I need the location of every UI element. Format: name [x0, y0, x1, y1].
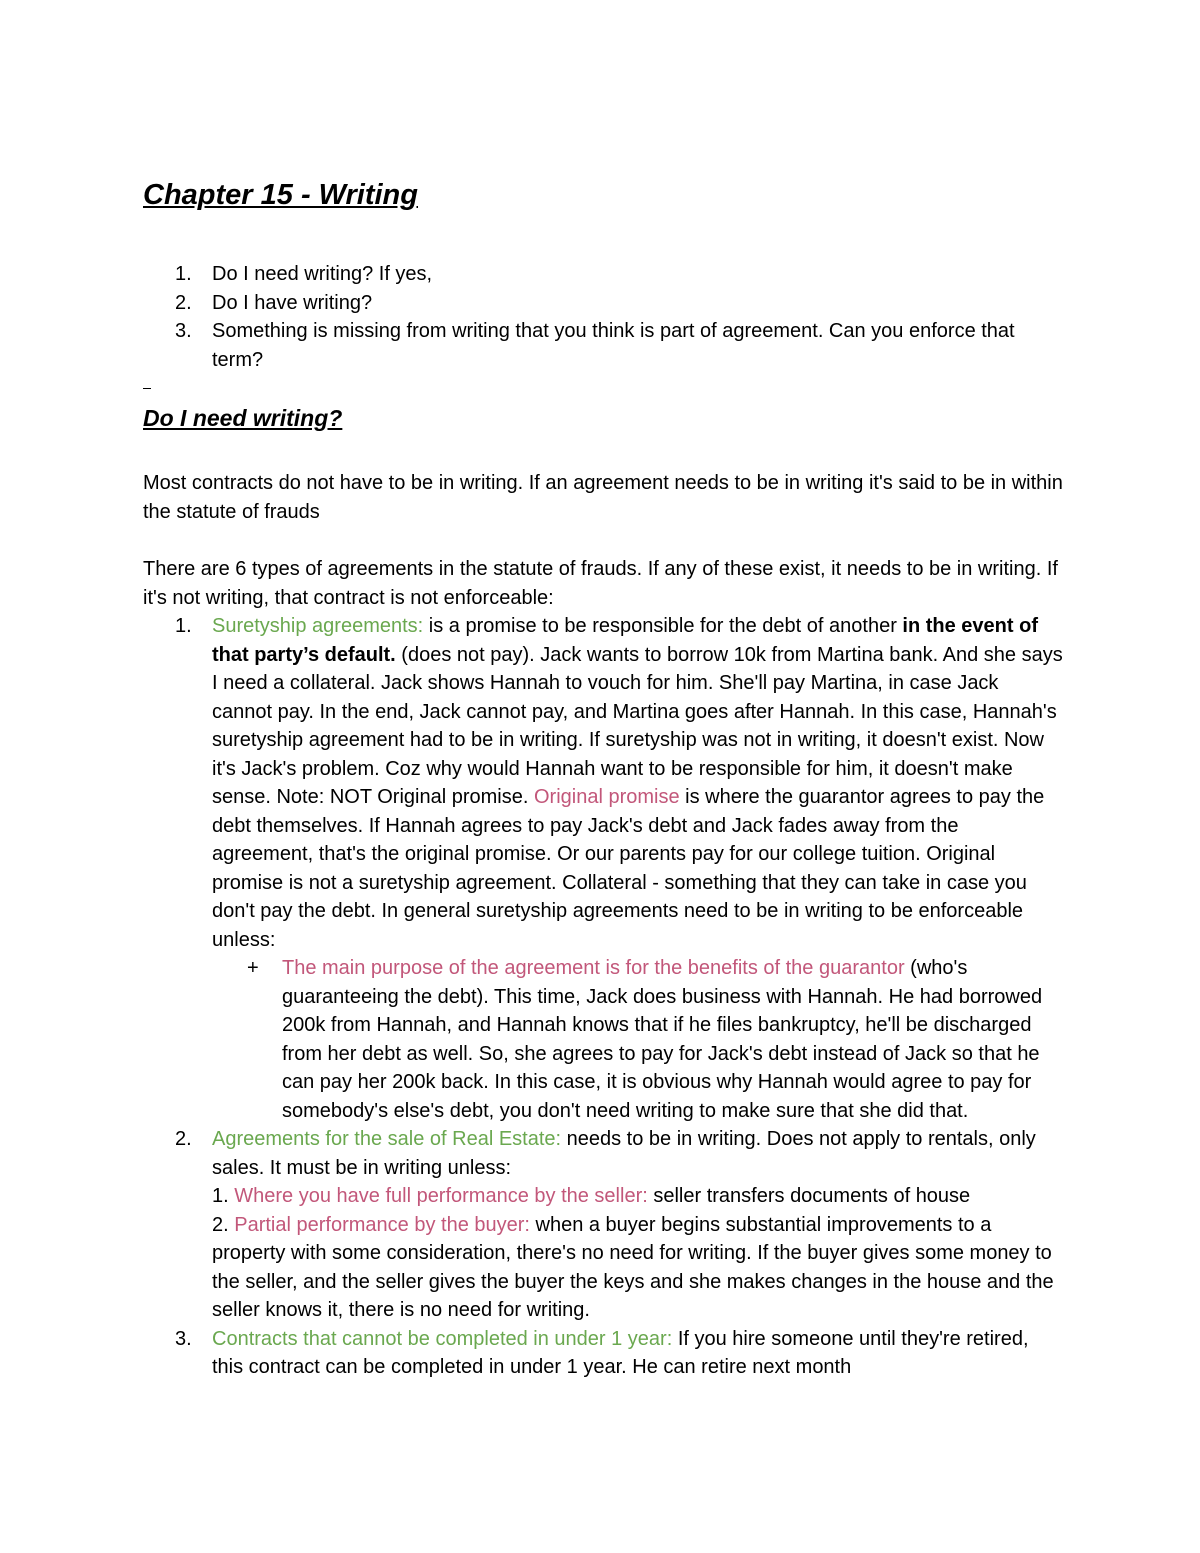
types-paragraph: There are 6 types of agreements in the statute of frauds. If any of these exist, it needs to be in writing. If it's not writing, that contract is not enforceable: — [143, 558, 1058, 609]
term-label: Agreements for the sale of Real Estate: — [212, 1128, 562, 1150]
list-item-real-estate — [143, 1125, 1063, 1325]
exception-label: Partial performance by the buyer: — [234, 1213, 530, 1236]
section-heading: Do I need writing? — [143, 405, 343, 431]
list-item-suretyship — [143, 612, 1063, 1125]
list-item — [212, 954, 1063, 1125]
term-label: Suretyship agreements: — [212, 615, 424, 637]
exception-label: The main purpose of the agreement is for the benefits of the guarantor — [282, 957, 905, 979]
question-list — [143, 260, 1063, 374]
list-item-one-year — [143, 1325, 1063, 1382]
term-text: is a promise to be responsible for the debt of another — [423, 615, 903, 637]
term-label: Contracts that cannot be completed in under 1 year: — [212, 1327, 673, 1350]
page-title: Chapter 15 - Writing — [143, 179, 418, 211]
list-number: 2. — [175, 291, 192, 314]
exception-list — [212, 954, 1063, 1125]
list-number: 3. — [175, 320, 192, 342]
intro-paragraph: Most contracts do not have to be in writing. If an agreement needs to be in writing it's said to be in within the statute of frauds — [143, 472, 1063, 523]
bold-text: in the event of that party’s default. — [212, 615, 1038, 666]
list-item — [143, 317, 1063, 374]
list-text: Do I have writing? — [212, 291, 373, 314]
highlight-term: Original promise — [533, 786, 680, 808]
list-text: Something is missing from writing that you think is part of agreement. Can you enforce that term? — [212, 320, 1015, 371]
exception-line — [212, 1182, 1063, 1211]
statute-types-list — [143, 612, 1063, 1382]
exception-text: seller transfers documents of house — [647, 1185, 971, 1207]
list-number: 1. — [175, 263, 192, 285]
term-text: needs to be in writing. Does not apply to rentals, only sales. It must be in writing unless: — [212, 1128, 1036, 1179]
term-text: (does not pay). Jack wants to borrow 10k from Martina bank. And she says I need a collateral. Jack shows Hannah to vouch for him. She'll pay Martina, in case Jack cannot pay. In the end, Jack cannot pay, and Martina goes after Hannah. In this case, Hannah's suretyship agreement had to be in writing. If suretyship was not in writing, it doesn't exist. Now it's Jack's problem. Coz why would Hannah want to be responsible for him, it doesn't make sense. Note: NOT Original promise. — [212, 643, 1063, 808]
exception-text: (who's guaranteeing the debt). This time, Jack does business with Hannah. He had borrowed 200k from Hannah, and Hannah knows that if he files bankruptcy, he'll be discharged from her debt as well. So, she agrees to pay for Jack's debt instead of Jack so that he can pay her 200k back. In this case, it is obvious why Hannah would agree to pay for somebody's else's debt, you don't need writing to make sure that she did that. — [282, 957, 1043, 1122]
list-item — [143, 289, 1063, 318]
exception-label: Where you have full performance by the seller: — [234, 1185, 648, 1207]
term-text: is where the guarantor agrees to pay the debt themselves. If Hannah agrees to pay Jack's debt and Jack fades away from the agreement, that's the original promise. Or our parents pay for our college tuition. Original promise is not a suretyship agreement. Collateral - something that they can take in case you don't pay the debt. In general suretyship agreements need to be in writing to be enforceable unless: — [212, 786, 1045, 951]
term-text: If you hire someone until they're retired, this contract can be completed in under 1 year. He can retire next month — [212, 1327, 1029, 1378]
list-number: 3. — [175, 1327, 192, 1350]
list-text: Do I need writing? If yes, — [212, 263, 433, 285]
divider-mark — [143, 388, 151, 389]
exception-text: when a buyer begins substantial improvements to a property with some consideration, there's no need for writing. If the buyer gives some money to the seller, and the seller gives the buyer the keys and she makes changes in the house and the seller knows it, there is no need for writing. — [212, 1213, 1054, 1321]
list-number: 2. — [175, 1128, 192, 1150]
exception-number: 2. — [212, 1213, 229, 1236]
plus-bullet: + — [247, 957, 259, 979]
list-item — [143, 260, 1063, 289]
exception-line — [212, 1211, 1063, 1325]
list-number: 1. — [175, 615, 192, 637]
exception-number: 1. — [212, 1185, 229, 1207]
